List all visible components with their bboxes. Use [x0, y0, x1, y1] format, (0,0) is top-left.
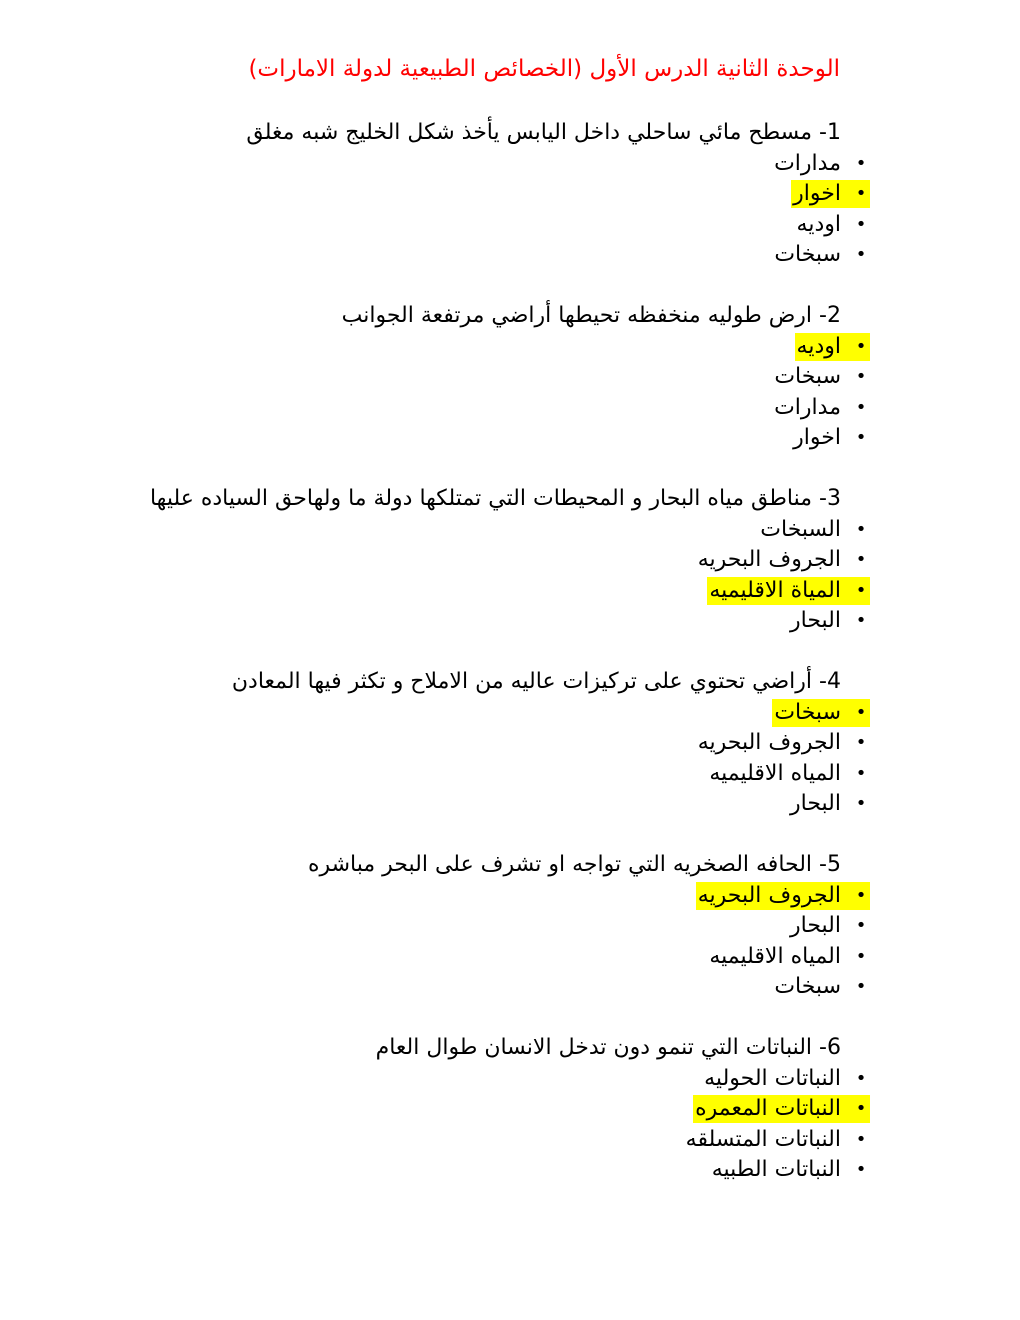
option-item [110, 545, 870, 576]
bullet-icon: • [855, 366, 867, 387]
question-block [110, 1033, 870, 1186]
option-label: المياه الاقليميه [709, 943, 841, 969]
option-label: الجروف البحريه [697, 730, 841, 755]
option-label: اخوار [793, 425, 841, 450]
option-item [110, 1125, 870, 1156]
option-label: مدارات [774, 394, 841, 420]
bullet-icon: • [855, 915, 867, 936]
option-list [110, 332, 870, 454]
option-item [110, 881, 870, 912]
question-number: 5- [819, 852, 841, 877]
option-label: مدارات [774, 150, 841, 176]
question-block [110, 301, 870, 454]
question-text [110, 118, 841, 149]
highlighted-answer: الجروف البحريه [696, 882, 870, 910]
question-label: ارض طوليه منخفظه تحيطها أراضي مرتفعة الجوانب [341, 303, 813, 328]
bullet-icon: • [855, 732, 867, 753]
option-item [110, 240, 870, 271]
question-block [110, 118, 870, 271]
option-label: النباتات الحوليه [704, 1065, 841, 1091]
bullet-icon: • [855, 549, 867, 570]
option-item [110, 1155, 870, 1186]
option-list [110, 1064, 870, 1186]
question-space [812, 303, 819, 328]
option-list [110, 515, 870, 637]
option-item [110, 362, 870, 393]
bullet-icon: • [855, 183, 867, 204]
option-label: البحار [790, 791, 841, 816]
option-label: النباتات الطبيه [711, 1157, 841, 1182]
option-item [110, 332, 870, 363]
option-label: البحار [790, 913, 841, 938]
highlighted-answer: اخوار [791, 180, 870, 208]
question-label: مناطق مياه البحار و المحيطات التي تمتلكها دولة ما ولهاحق السياده عليها [149, 486, 813, 511]
bullet-icon: • [855, 152, 867, 174]
option-item [110, 179, 870, 210]
question-block [110, 484, 870, 637]
bullet-icon: • [855, 701, 867, 723]
option-label: النباتات المتسلقه [685, 1126, 841, 1152]
option-item [110, 515, 870, 546]
option-item [110, 911, 870, 942]
option-label: الجروف البحريه [697, 547, 841, 572]
option-label: سبخات [774, 974, 841, 999]
highlighted-answer: النباتات المعمره [693, 1095, 870, 1123]
bullet-icon: • [855, 518, 867, 540]
question-label: الحافه الصخريه التي تواجه او تشرف على البحر مباشره [307, 852, 813, 877]
option-item [110, 789, 870, 820]
bullet-icon: • [855, 427, 867, 448]
option-list [110, 149, 870, 271]
question-block [110, 667, 870, 820]
option-label: سبخات [774, 242, 841, 267]
question-number: 1- [819, 120, 841, 145]
option-label: اوديه [796, 211, 841, 237]
option-list [110, 881, 870, 1003]
option-item [110, 942, 870, 973]
highlighted-answer: اوديه [795, 333, 870, 361]
question-space [812, 486, 819, 511]
option-item [110, 149, 870, 180]
option-item [110, 698, 870, 729]
question-text [110, 301, 841, 332]
bullet-icon: • [855, 1159, 867, 1180]
bullet-icon: • [855, 793, 867, 814]
bullet-icon: • [855, 1098, 867, 1119]
question-space [812, 1035, 819, 1060]
bullet-icon: • [855, 976, 867, 997]
option-item [110, 423, 870, 454]
question-space [812, 852, 819, 877]
question-label: أراضي تحتوي على تركيزات عاليه من الاملاح و تكثر فيها المعادن [231, 669, 813, 694]
option-list [110, 698, 870, 820]
question-text [110, 1033, 841, 1064]
option-label: المياه الاقليميه [709, 760, 841, 786]
question-space [812, 120, 819, 145]
question-number: 4- [819, 669, 841, 694]
bullet-icon: • [855, 579, 867, 601]
bullet-icon: • [855, 945, 867, 967]
option-item [110, 210, 870, 241]
question-label: مسطح مائي ساحلي داخل اليابس يأخذ شكل الخليج شبه مغلق [246, 120, 813, 145]
option-item [110, 1094, 870, 1125]
question-label: النباتات التي تنمو دون تدخل الانسان طوال العام [375, 1035, 813, 1060]
question-number: 6- [819, 1035, 841, 1060]
option-label: البحار [790, 608, 841, 633]
option-item [110, 576, 870, 607]
question-text [110, 850, 841, 881]
highlighted-answer: المياة الاقليميه [707, 577, 870, 605]
bullet-icon: • [855, 335, 867, 357]
option-item [110, 1064, 870, 1095]
question-block [110, 850, 870, 1003]
bullet-icon: • [855, 762, 867, 784]
bullet-icon: • [855, 396, 867, 418]
bullet-icon: • [855, 1067, 867, 1089]
option-item [110, 393, 870, 424]
option-item [110, 972, 870, 1003]
bullet-icon: • [855, 244, 867, 265]
lesson-title: الوحدة الثانية الدرس الأول (الخصائص الطبيعية لدولة الامارات) [248, 56, 840, 82]
question-text [110, 667, 841, 698]
question-space [812, 669, 819, 694]
option-label: سبخات [774, 364, 841, 389]
question-number: 3- [819, 486, 841, 511]
bullet-icon: • [855, 884, 867, 906]
question-number: 2- [819, 303, 841, 328]
option-item [110, 759, 870, 790]
bullet-icon: • [855, 1128, 867, 1150]
bullet-icon: • [855, 610, 867, 631]
option-label: السبخات [760, 516, 841, 542]
question-text [110, 484, 841, 515]
highlighted-answer: سبخات [772, 699, 870, 727]
option-item [110, 728, 870, 759]
option-item [110, 606, 870, 637]
bullet-icon: • [855, 213, 867, 235]
